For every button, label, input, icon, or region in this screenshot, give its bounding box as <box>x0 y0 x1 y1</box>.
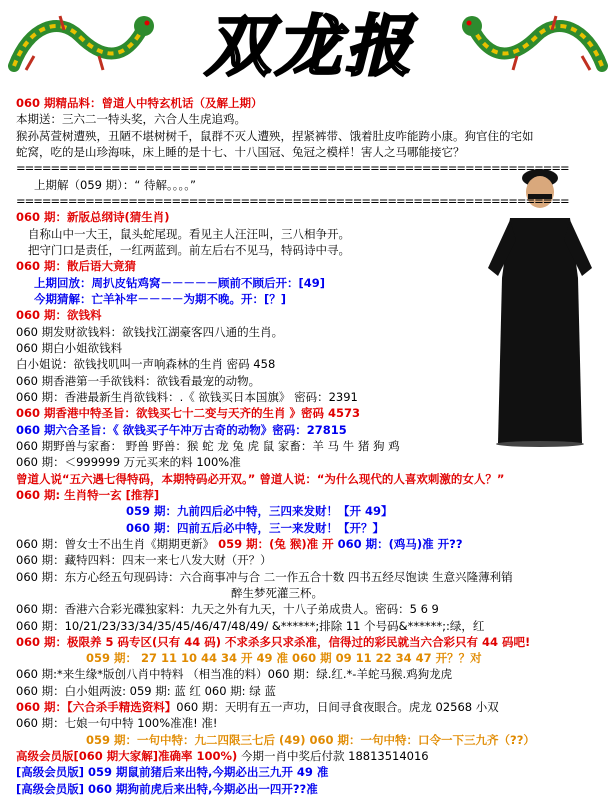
text-segment: 059 期： 27 11 10 44 34 开 49 准 060 期 09 11 22 34 47 开？？对 <box>86 651 482 666</box>
text-line <box>16 666 596 682</box>
text-segment: 060 期：七娘一句中特 100%准准! 准! <box>16 716 218 731</box>
text-segment: 060 期：(鸡马)准 开?? <box>337 536 463 551</box>
text-line <box>16 732 596 748</box>
separator-rule: ================================================================ <box>16 161 569 176</box>
text-line <box>16 324 596 340</box>
dragon-icon <box>4 6 154 84</box>
text-line <box>16 291 596 307</box>
text-line <box>16 389 596 405</box>
text-segment: 今期一肖中奖后付款 18813514016 <box>237 749 429 764</box>
text-segment: 060 期：新版总纲诗(猜生肖) <box>16 210 170 225</box>
text-segment: 猴孙莴萱树遭殃，丑陋不堪树树千，鼠群不灭人遭殃，捏紧裤带、饿着肚皮咋能跨小康。狗官住的宅如 <box>16 128 534 143</box>
text-line <box>16 209 596 225</box>
text-segment: 060 期：10/21/23/33/34/35/45/46/47/48/49/ &******;排除 11 个号码&******;:绿，红 <box>16 618 485 633</box>
text-line <box>16 128 596 144</box>
text-segment: 060 期香港中特圣旨：欲钱买七十二变与天齐的生肖 》密码 4573 <box>16 406 361 421</box>
text-line <box>16 242 596 258</box>
text-segment: 060 期发财欲钱料：欲钱找江湖豪客四八通的生肖。 <box>16 324 284 339</box>
text-segment: 060 期: 生肖特一玄 [推荐] <box>16 487 160 502</box>
text-line <box>16 781 596 797</box>
text-segment: 上期解（059 期）：“ 待解。。。。” <box>34 177 196 192</box>
text-segment: [高级会员版] 059 期鼠前猪后来出特,今期必出三九开 49 准 <box>16 765 329 780</box>
text-segment: 蛇窝，吃的是山珍海味，床上睡的是十七、十八国冠、兔冠之模样！害人之马哪能接它？ <box>16 144 465 159</box>
text-segment: 不求杀多只求杀准，信得过的彩民就当六合彩只有 44 码吧! <box>221 634 531 649</box>
text-segment: 本期送：三六二一特头奖，六合人生虎追鸡。 <box>16 112 246 127</box>
text-segment: 059 期：(兔 猴)准 开 <box>214 536 338 551</box>
text-segment: 060 期：＜999999 万元买来的料 100%准 <box>16 455 241 470</box>
text-line <box>16 683 596 699</box>
text-line <box>16 111 596 127</box>
text-segment: 060 期精品料：曾道人中特玄机话（及解上期） <box>16 96 263 110</box>
text-line <box>16 699 596 715</box>
text-line <box>16 536 596 552</box>
text-segment: 060 期：极限养 5 码专区(只有 44 码) <box>16 634 222 649</box>
text-line <box>16 373 596 389</box>
text-segment: 059 期：一句中特：九二四限三七后 (49) 060 期：一句中特：口令一下三九齐（??） <box>86 732 535 747</box>
dragon-icon <box>462 6 612 84</box>
text-line <box>16 520 596 536</box>
text-line <box>16 503 596 519</box>
text-line <box>16 405 596 421</box>
text-segment: 上期回放：周扒皮钻鸡窝－－－－－顾前不顾后开：[49] <box>34 275 326 290</box>
text-segment: 曾道人说“五六遇七得特码，本期特码必开双。” 曾道人说：“为什么现代的人喜欢刺激的女人？” <box>16 471 505 486</box>
text-segment: 060 期：白小姐两波: 059 期: 蓝 红 060 期: 绿 蓝 <box>16 683 276 698</box>
text-segment: 060 期六合圣旨：《 欲钱买子午冲万古奇的动物》密码：27815 <box>16 422 347 437</box>
separator-rule: ================================================================ <box>16 193 569 208</box>
text-segment: 060 期：香港最新生肖欲钱料：.《 欲钱买日本国旗》 密码：2391 <box>16 389 358 404</box>
text-segment: 060 期白小姐欲钱料 <box>16 340 123 355</box>
text-segment: 醉生梦死灌三杯。 <box>231 585 323 600</box>
content <box>16 95 596 797</box>
text-line <box>16 585 596 601</box>
text-segment: [高级会员版] 060 期狗前虎后来出特,今期必出一四开??准 <box>16 781 318 796</box>
text-segment: 060 期：【六合杀手精选资料】 <box>16 700 177 715</box>
text-line <box>16 438 596 454</box>
text-segment: 059 期：九前四后必中特，三四来发财！【开 49】 <box>126 504 393 519</box>
text-line <box>16 748 596 764</box>
text-line <box>16 422 596 438</box>
text-line <box>16 95 596 111</box>
text-segment: 白小姐说：欲钱找叽叫一声响森林的生肖 密码 458 <box>16 357 276 372</box>
text-segment: 060 期香港第一手欲钱料：欲钱看最宠的动物。 <box>16 373 261 388</box>
text-line <box>16 454 596 470</box>
text-segment: 060 期：曾女士不出生肖《期期更新》 <box>16 536 215 551</box>
text-segment: 060 期野兽与家畜： 野兽 野兽：猴 蛇 龙 兔 虎 鼠 家畜：羊 马 牛 猪 狗 鸡 <box>16 438 400 453</box>
text-line <box>16 144 596 160</box>
text-segment: 060 期：散后语大竟猜 <box>16 259 137 274</box>
text-line <box>16 634 596 650</box>
text-segment: 高级会员版[060 期大家解]准确率 100%) <box>16 749 238 764</box>
text-line <box>16 258 596 274</box>
text-segment: 060 期：香港六合彩光碟独家料：九天之外有九天，十八子弟成贵人。密码：5 6 9 <box>16 602 439 617</box>
text-line <box>16 275 596 291</box>
text-line <box>16 764 596 780</box>
header <box>0 0 616 92</box>
text-segment: 060 期:*来生缘*版创八肖中特料 （相当准的料）060 期：绿.红.*-羊蛇马猴.鸡狗龙虎 <box>16 667 453 682</box>
text-line <box>16 340 596 356</box>
text-segment: 060 期：藏特四料：四末一来七八发大财（开？） <box>16 553 272 568</box>
text-line <box>16 601 596 617</box>
text-line <box>16 226 596 242</box>
text-line <box>16 569 596 585</box>
text-line <box>16 618 596 634</box>
text-line <box>16 307 596 323</box>
text-line <box>16 715 596 731</box>
text-segment: 060 期：欲钱料 <box>16 308 102 323</box>
text-line <box>16 177 596 193</box>
text-segment: 060 期：四前五后必中特，三一来发财！【开？】 <box>126 520 385 535</box>
text-segment: 把守门口是责任，一红两蓝到。前左后右不见马，特码诗中寻。 <box>28 242 350 257</box>
text-segment: 自称山中一大王，鼠头蛇尾现。看见主人汪汪叫，三八相争开。 <box>28 226 350 241</box>
text-segment: 今期猜解：亡羊补牢－－－－为期不晚。开：[？] <box>34 291 287 306</box>
text-line <box>16 650 596 666</box>
page-title: 双龙报 <box>205 7 415 85</box>
text-line <box>16 552 596 568</box>
text-line <box>16 487 596 503</box>
text-segment: 060 期：东方心经五句现码诗：六合商事冲与合 二一作五合十数 四书五经尽饱读 生意兴隆薄利销 <box>16 569 513 584</box>
text-line <box>16 356 596 372</box>
text-segment: 060 期：天明有五一声功，日间寻食夜眼合。虎龙 02568 小双 <box>176 700 499 715</box>
text-line <box>16 471 596 487</box>
